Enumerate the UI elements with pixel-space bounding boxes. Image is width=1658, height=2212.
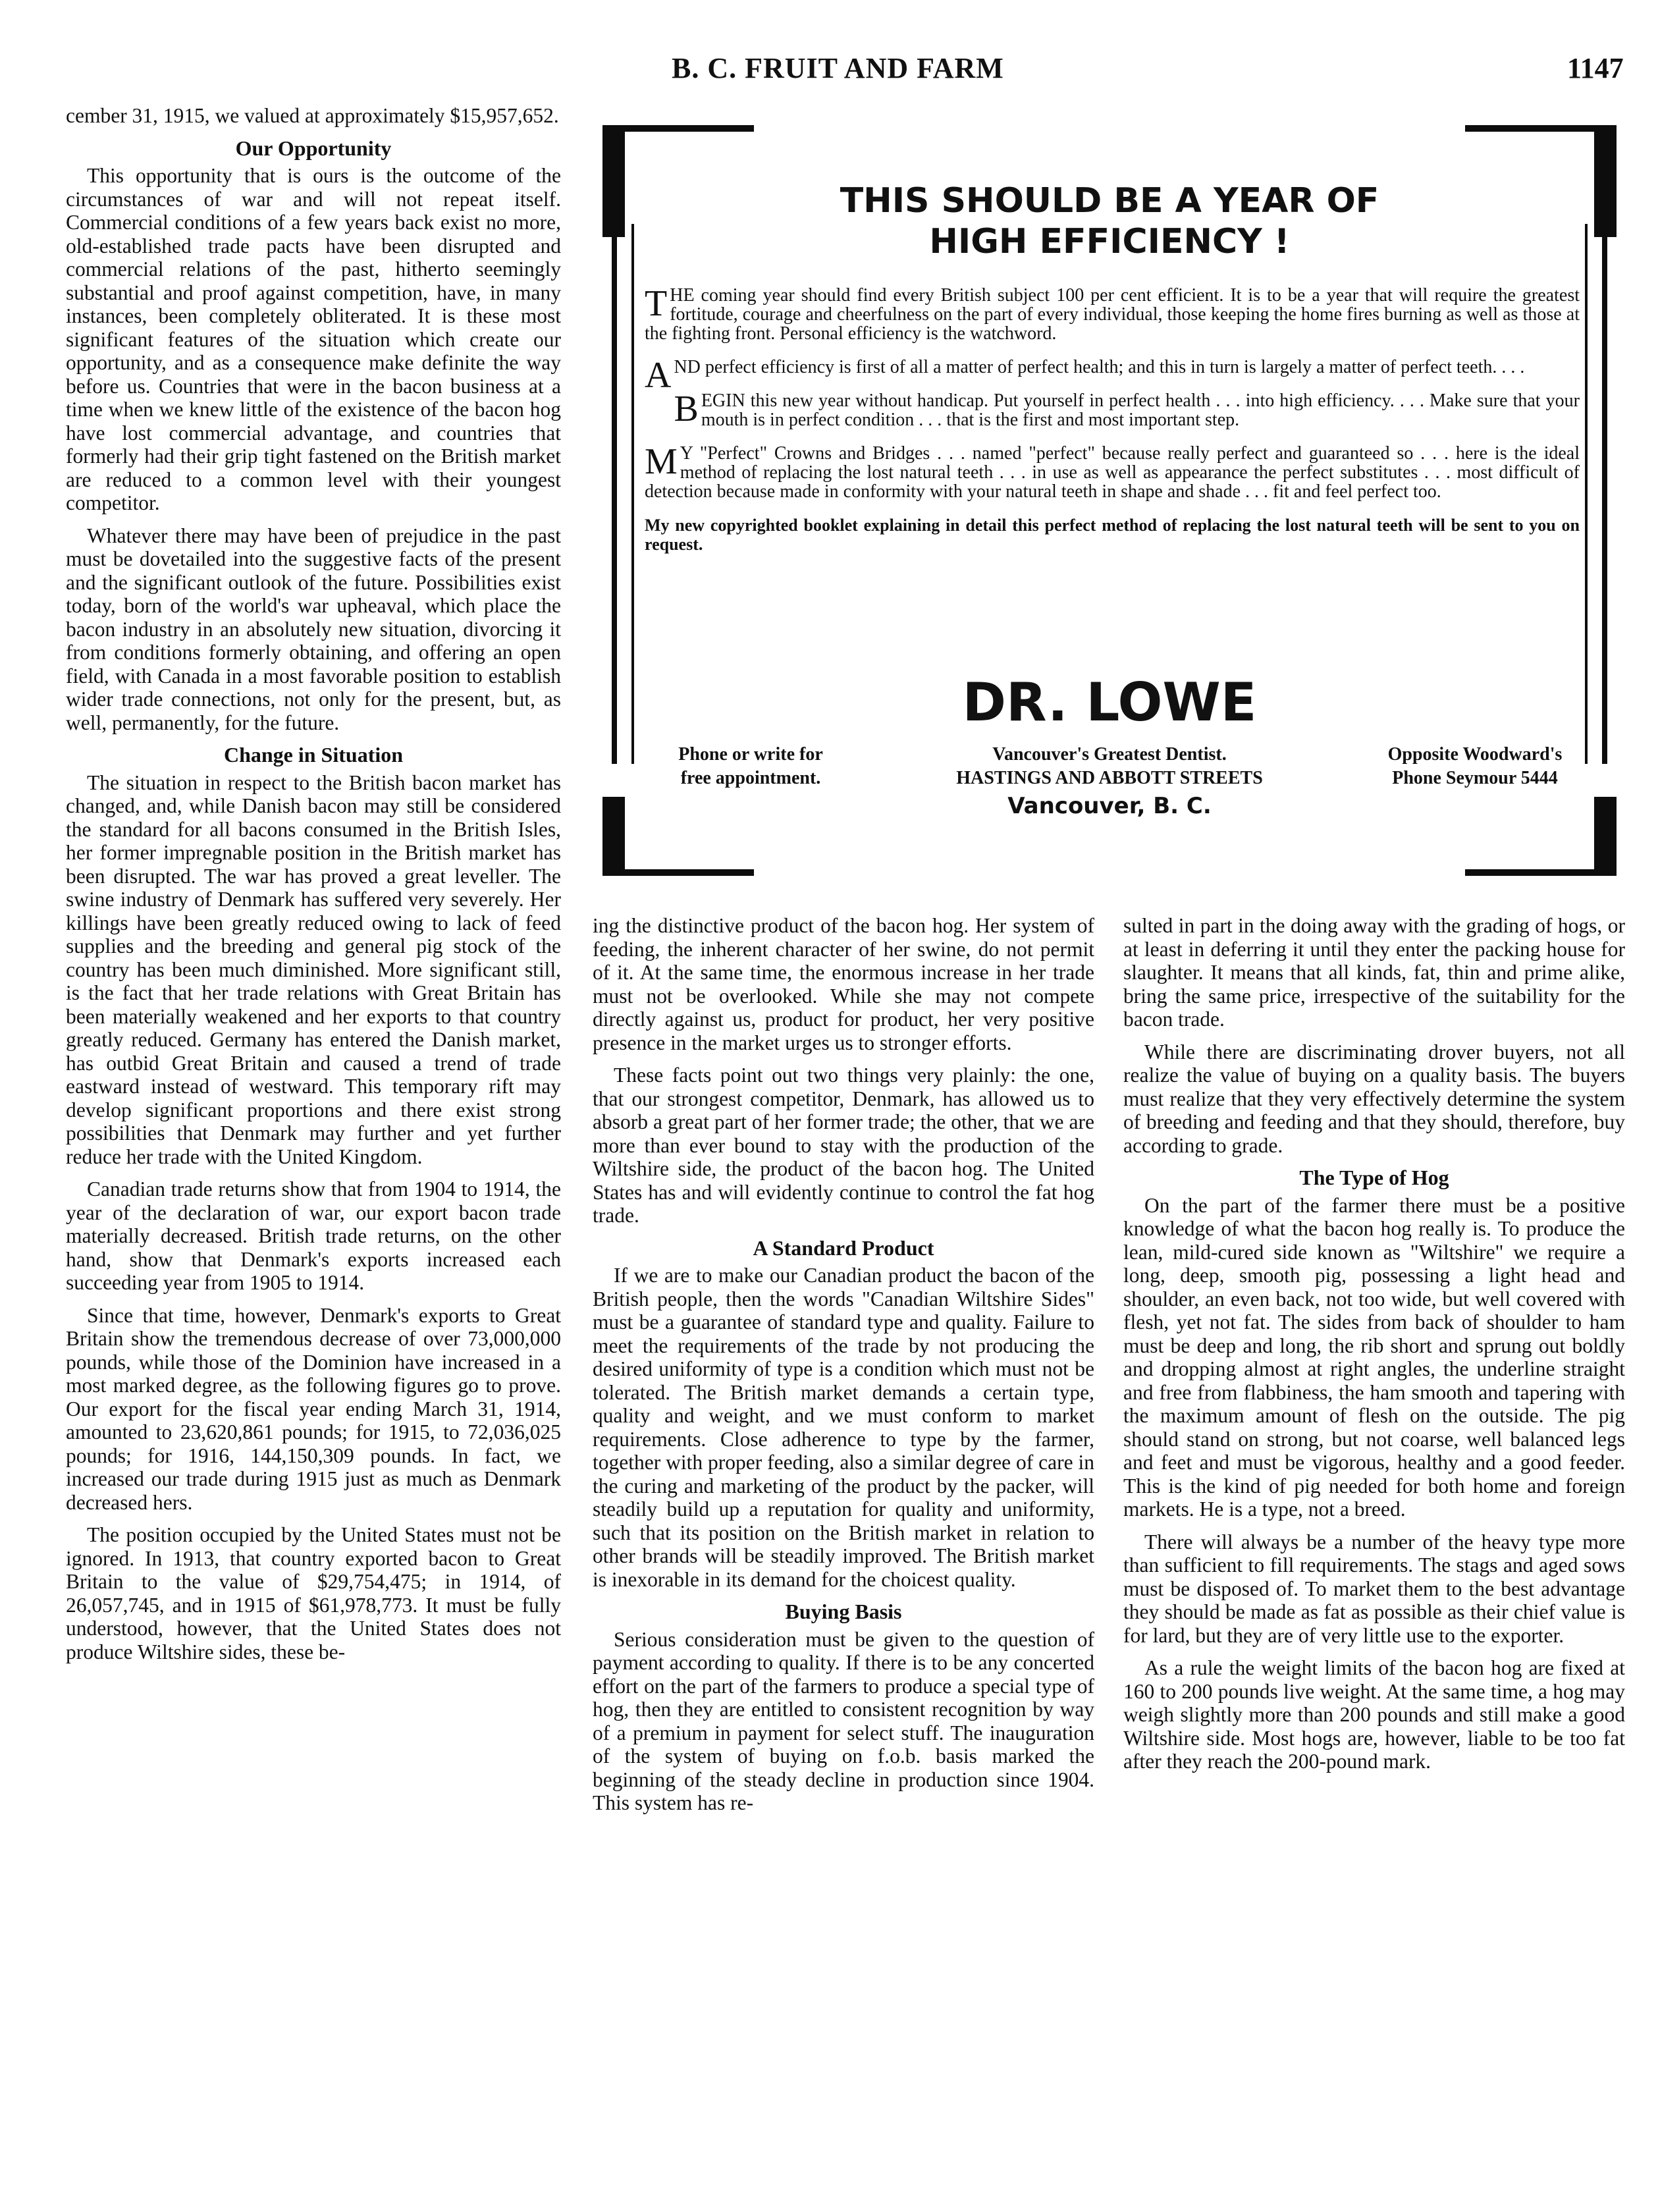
paragraph: Serious consideration must be given to the question of payment according to quality. If there is to be any concerted effort on the part of the farmers to produce a special type of hog, then they are entitled to consistent recognition by way of a premium in payment for select stuff. The inauguration of the system of buying on f.o.b. basis marked the beginning of the steady decline in production since 1904. This system has re- bbox=[593, 1627, 1094, 1814]
drop-initial: M bbox=[645, 441, 678, 482]
paragraph: These facts point out two things very plainly: the one, that our strongest competitor, Denmark, has allowed us to absorb a great part of her former trade; the other, that we are more than ever bound to stay with the production of the Wiltshire side, the product of the bacon hog. The United States has and will evidently continue to control the fat hog trade. bbox=[593, 1064, 1094, 1227]
paragraph: Canadian trade returns show that from 1904 to 1914, the year of the declaration of war, our export bacon trade materially decreased. British trade returns, on the other hand, show that Denmark's exports increased each succeeding year from 1905 to 1914. bbox=[66, 1177, 561, 1294]
ad-dentist-name: DR. LOWE bbox=[962, 672, 1257, 733]
drop-initial: A bbox=[645, 355, 672, 396]
ad-frame-corner bbox=[1465, 869, 1617, 876]
paragraph: cember 31, 1915, we valued at approximately $15,957,652. bbox=[66, 104, 559, 127]
section-heading: A Standard Product bbox=[753, 1235, 934, 1260]
paragraph: sulted in part in the doing away with the grading of hogs, or at least in deferring it until they enter the packing house for slaughter. It means that all kinds, fat, thin and prime alike, bring the same price, irrespective of the suitability for the bacon trade. bbox=[1123, 914, 1625, 1031]
article-column-2 bbox=[593, 914, 1094, 1824]
article-column-3 bbox=[1123, 914, 1625, 1783]
paragraph: ing the distinctive product of the bacon hog. Her system of feeding, the inherent character of her swine, do not permit of it. At the same time, the enormous increase in her trade must not be overlooked. While she may not compete directly against us, product for product, her very positive presence in the market urges us to stronger efforts. bbox=[593, 914, 1094, 1054]
article-column-1 bbox=[66, 104, 561, 1673]
ad-headline bbox=[602, 180, 1617, 262]
paragraph: Whatever there may have been of prejudice in the past must be dovetailed into the suggestive facts of the present and the significant outlook of the future. Possibilities exist today, born of the world's war upheaval, which place the bacon industry in an absolutely new situation, divorcing it from conditions formerly obtaining, and offering an open field, with Canada in a most favorable position to establish wider trade connections, not only for the present, but, as well, permanently, for the future. bbox=[66, 524, 561, 734]
paragraph: As a rule the weight limits of the bacon hog are fixed at 160 to 200 pounds live weight. At the same time, a hog may weigh slightly more than 200 pounds and still make a good Wiltshire side. Most hogs are, however, liable to be too fat after they reach the 200-pound mark. bbox=[1123, 1656, 1625, 1773]
paragraph: On the part of the farmer there must be a positive knowledge of what the bacon hog really is. To produce the lean, mild-cured side known as "Wiltshire" we require a long, deep, smooth pig, possessing a light head and shoulder, an even back, not too wide, but well covered with flesh, yet not fat. The sides from back of shoulder to ham must be deep and long, the rib short and sprung out boldly and dropping almost at right angles, the underline straight and free from flabbiness, the ham smooth and tapering with the maximum amount of flesh on the outside. The pig should stand on strong, but not coarse, well balanced legs and feet and must be vigorous, healthy and a good feeder. This is the kind of pig needed for both home and foreign markets. He is a type, not a breed. bbox=[1123, 1193, 1625, 1521]
ad-paragraph: BEGIN this new year without handicap. Put yourself in perfect health . . . into high efficiency. . . . Make sure that your mouth is in perfect condition . . . that is the first and most important step. bbox=[674, 389, 1580, 430]
section-heading: Change in Situation bbox=[223, 743, 404, 767]
ad-headline-line-2: HIGH EFFICIENCY ! bbox=[929, 222, 1290, 261]
paragraph: There will always be a number of the heavy type more than sufficient to fill requirements. The stags and aged sows must be disposed of. To market them to the best advantage they should be made as fat as possible as their chief value is for lard, but they are of very little use to the exporter. bbox=[1123, 1530, 1625, 1647]
dentist-advertisement bbox=[602, 125, 1617, 876]
section-heading: Buying Basis bbox=[785, 1600, 902, 1623]
paragraph: The position occupied by the United States must not be ignored. In 1913, that country exported bacon to Great Britain to the value of $29,754,475; in 1914, of 26,057,745, and in 1915 of $61,978,773. It must be fully understood, however, that the United States does not produce Wiltshire sides, these be- bbox=[66, 1523, 561, 1663]
ad-address: Vancouver's Greatest Dentist. HASTINGS AND ABBOTT STREETS Vancouver, B. C. bbox=[886, 743, 1333, 822]
ad-paragraph: M Y "Perfect" Crowns and Bridges . . . named "perfect" because really perfect and guaranteed so . . . here is the ideal method of replacing the lost natural teeth . . . in use as well as appearance the perfect substitutes . . . most difficult of detection because made in conformity with your natural teeth in shape and shade . . . fit and feel perfect too. bbox=[645, 441, 1580, 502]
ad-frame-corner bbox=[602, 797, 625, 876]
paragraph: The situation in respect to the British bacon market has changed, and, while Danish bacon may still be considered the standard for all bacons consumed in the British Isles, her former impregnable position in the British market has been disrupted. The war has proved a great leveller. The swine industry of Denmark has suffered very severely. Her killings have been greatly reduced owing to lack of feed supplies and the breeding and general pig stock of the country has been much diminished. More significant still, is the fact that her trade relations with Great Britain has been materially weakened and her exports to that country greatly reduced. Germany has entered the Danish market, has outbid Great Britain and caused a trend of trade eastward instead of westward. This temporary rift may develop significant proportions and there exist strong possibilities that Denmark may further and yet further reduce her trade with the United Kingdom. bbox=[66, 770, 561, 1168]
ad-paragraph: THE coming year should find every British subject 100 per cent efficient. It is to be a year that will require the greatest fortitude, courage and cheerfulness on the part of every individual, those keeping the home fires burning as well as those at the fighting front. Personal efficiency is the watchword. bbox=[645, 283, 1580, 344]
section-heading: Our Opportunity bbox=[235, 136, 392, 160]
ad-city: Vancouver, B. C. bbox=[1007, 793, 1212, 819]
ad-contact-left: Phone or write for free appointment. bbox=[678, 744, 823, 788]
drop-initial: T bbox=[645, 283, 668, 324]
section-heading: The Type of Hog bbox=[1299, 1166, 1449, 1189]
paragraph: This opportunity that is ours is the outcome of the circumstances of war and will not repeat itself. Commercial conditions of a few years back exist no more, old-established trade pacts have been disrupted and commercial relations of the past, hitherto seemingly substantial and proof against competition, have, in many instances, been completely obliterated. It is these most significant features of the situation which create our opportunity, and as a consequence make definite the way before us. Countries that were in the bacon business at a time when we knew little of the existence of the bacon hog have lost commercial advantage, and countries that formerly had their grip tight fastened on the British market are reduced to a common level with their youngest competitor. bbox=[66, 164, 561, 514]
ad-body bbox=[645, 283, 1580, 568]
page-number: 1147 bbox=[1567, 52, 1624, 84]
ad-headline-line-1: THIS SHOULD BE A YEAR OF bbox=[840, 181, 1379, 221]
journal-title: B. C. FRUIT AND FARM bbox=[672, 52, 1004, 84]
ad-booklet-note: My new copyrighted booklet explaining in detail this perfect method of replacing the lost natural teeth will be sent to you on request. bbox=[645, 516, 1580, 554]
ad-frame-corner bbox=[602, 125, 754, 132]
ad-frame-corner bbox=[1594, 797, 1617, 876]
ad-frame-corner bbox=[602, 869, 754, 876]
paragraph: If we are to make our Canadian product the bacon of the British people, then the words "Canadian Wiltshire Sides" must be a guarantee of standard type and quality. Failure to meet the requirements of the trade by not producing the desired uniformity of type is a condition which must not be tolerated. The British market demands a certain type, quality and weight, and we must conform to market requirements. Close adherence to type by the farmer, together with proper feeding, also a similar degree of care in the curing and marketing of the product by the packer, will steadily build up a reputation for quality and uniformity, such that its position on the British market in relation to other brands will be steadily improved. The British market is inexorable in its demand for the choicest quality. bbox=[593, 1264, 1094, 1591]
drop-initial: B bbox=[674, 389, 699, 429]
ad-paragraph: AND perfect efficiency is first of all a matter of perfect health; and this in turn is largely a matter of perfect teeth. . . . bbox=[645, 355, 1525, 396]
paragraph: While there are discriminating drover buyers, not all realize the value of buying on a quality basis. The buyers must realize that they very effectively determine the system of breeding and feeding and that they should, therefore, buy according to grade. bbox=[1123, 1040, 1625, 1157]
paragraph: Since that time, however, Denmark's exports to Great Britain show the tremendous decrease of over 73,000,000 pounds, while those of the Dominion have increased in a most marked degree, as the following figures go to prove. Our export for the fiscal year ending March 31, 1914, amounted to 23,620,861 pounds; for 1915, to 72,036,025 pounds; for 1916, 144,150,309 pounds. In fact, we increased our trade during 1915 just as much as Denmark decreased hers. bbox=[66, 1303, 561, 1514]
ad-contact-right: Opposite Woodward's Phone Seymour 5444 bbox=[1387, 744, 1563, 788]
